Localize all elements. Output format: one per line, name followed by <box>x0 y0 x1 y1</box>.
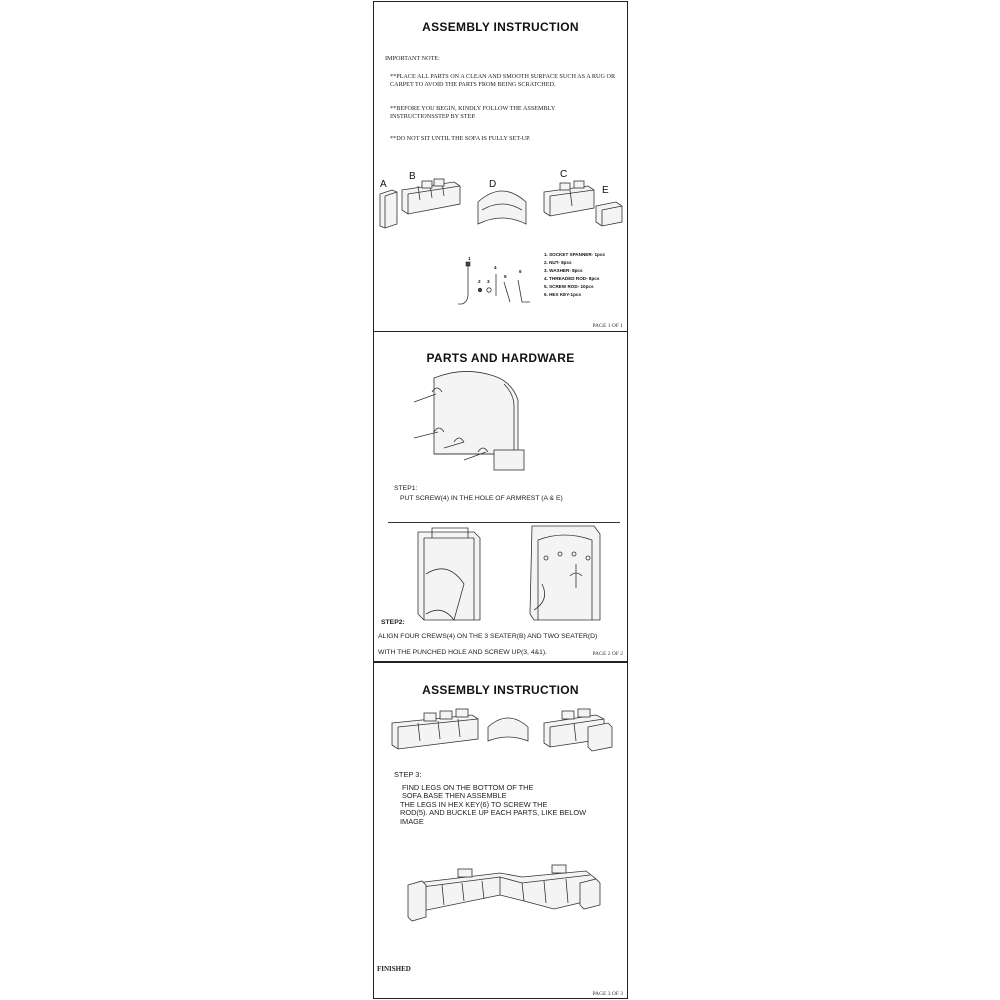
hardware-number-3: 3 <box>487 279 490 284</box>
piece-label-d: D <box>489 179 497 190</box>
hardware-number-2: 2 <box>478 279 481 284</box>
hardware-illustration <box>454 260 534 312</box>
page-number: PAGE 2 OF 2 <box>592 651 623 657</box>
instruction-page-1 <box>373 1 628 332</box>
hardware-number-6: 6 <box>519 269 522 274</box>
step1-label: STEP1: <box>394 485 418 492</box>
hardware-list-item-3: 3. WASHER- 8pcs <box>544 268 583 273</box>
section-divider <box>388 522 620 523</box>
step2-label: STEP2: <box>381 619 405 626</box>
hardware-list-item-1: 1. SOCKET SPANNER- 1pcs <box>544 252 605 257</box>
page-number: PAGE 1 OF 1 <box>592 323 623 329</box>
seater-alignment-illustration <box>384 524 624 624</box>
important-note-label: IMPORTANT NOTE: <box>385 55 440 62</box>
step3-line-2: SOFA BASE THEN ASSEMBLE <box>402 791 507 800</box>
step2-text-line1: ALIGN FOUR CREWS(4) ON THE 3 SEATER(B) AND TWO SEATER(D) <box>378 633 598 640</box>
finished-sectional-illustration <box>404 859 604 929</box>
step1-text: PUT SCREW(4) IN THE HOLE OF ARMREST (A & E) <box>400 495 563 502</box>
step3-line-1: FIND LEGS ON THE BOTTOM OF THE <box>402 783 534 792</box>
piece-label-c: C <box>560 169 568 180</box>
note-3: **DO NOT SIT UNTIL THE SOFA IS FULLY SET-UP. <box>390 135 531 142</box>
page-title: ASSEMBLY INSTRUCTION <box>422 683 579 697</box>
step3-label: STEP 3: <box>394 770 422 779</box>
instruction-page-3 <box>373 662 628 999</box>
armrest-screw-illustration <box>404 370 534 480</box>
step3-line-5: IMAGE <box>400 817 424 826</box>
hardware-list-item-6: 6. HEX KEY-1pcs <box>544 292 582 297</box>
note-1: **PLACE ALL PARTS ON A CLEAN AND SMOOTH SURFACE SUCH AS A RUG OR CARPET TO AVOID THE PARTS FROM BEING SCRATCHED. <box>390 73 616 88</box>
step3-line-4: ROD(5). AND BUCKLE UP EACH PARTS, LIKE BELOW <box>400 808 587 817</box>
hardware-number-5: 5 <box>504 274 507 279</box>
hardware-list-item-4: 4. THREADED ROD- 8pcs <box>544 276 600 281</box>
finished-label: FINISHED <box>377 965 411 973</box>
hardware-list-item-2: 2. NUT- 8pcs <box>544 260 572 265</box>
step2-text-line2: WITH THE PUNCHED HOLE AND SCREW UP(3, 4&1). <box>378 649 548 656</box>
page-title: PARTS AND HARDWARE <box>426 351 575 365</box>
hardware-list-item-5: 5. SCREW ROD- 10pcs <box>544 284 594 289</box>
page-number: PAGE 3 OF 3 <box>592 991 623 997</box>
hardware-number-4: 4 <box>494 265 497 270</box>
step3-line-3: THE LEGS IN HEX KEY(6) TO SCREW THE <box>400 800 548 809</box>
sofa-sections-illustration <box>384 705 624 755</box>
hardware-number-1: 1 <box>468 256 471 261</box>
piece-label-e: E <box>602 185 609 196</box>
sofa-pieces-illustration <box>374 172 629 242</box>
instruction-page-2 <box>373 331 628 662</box>
piece-label-b: B <box>409 171 416 182</box>
note-2: **BEFORE YOU BEGIN, KINDLY FOLLOW THE ASSEMBLY INSTRUCTIONSSTEP BY STEP. <box>390 105 556 120</box>
page-title: ASSEMBLY INSTRUCTION <box>422 20 579 34</box>
piece-label-a: A <box>380 179 387 190</box>
